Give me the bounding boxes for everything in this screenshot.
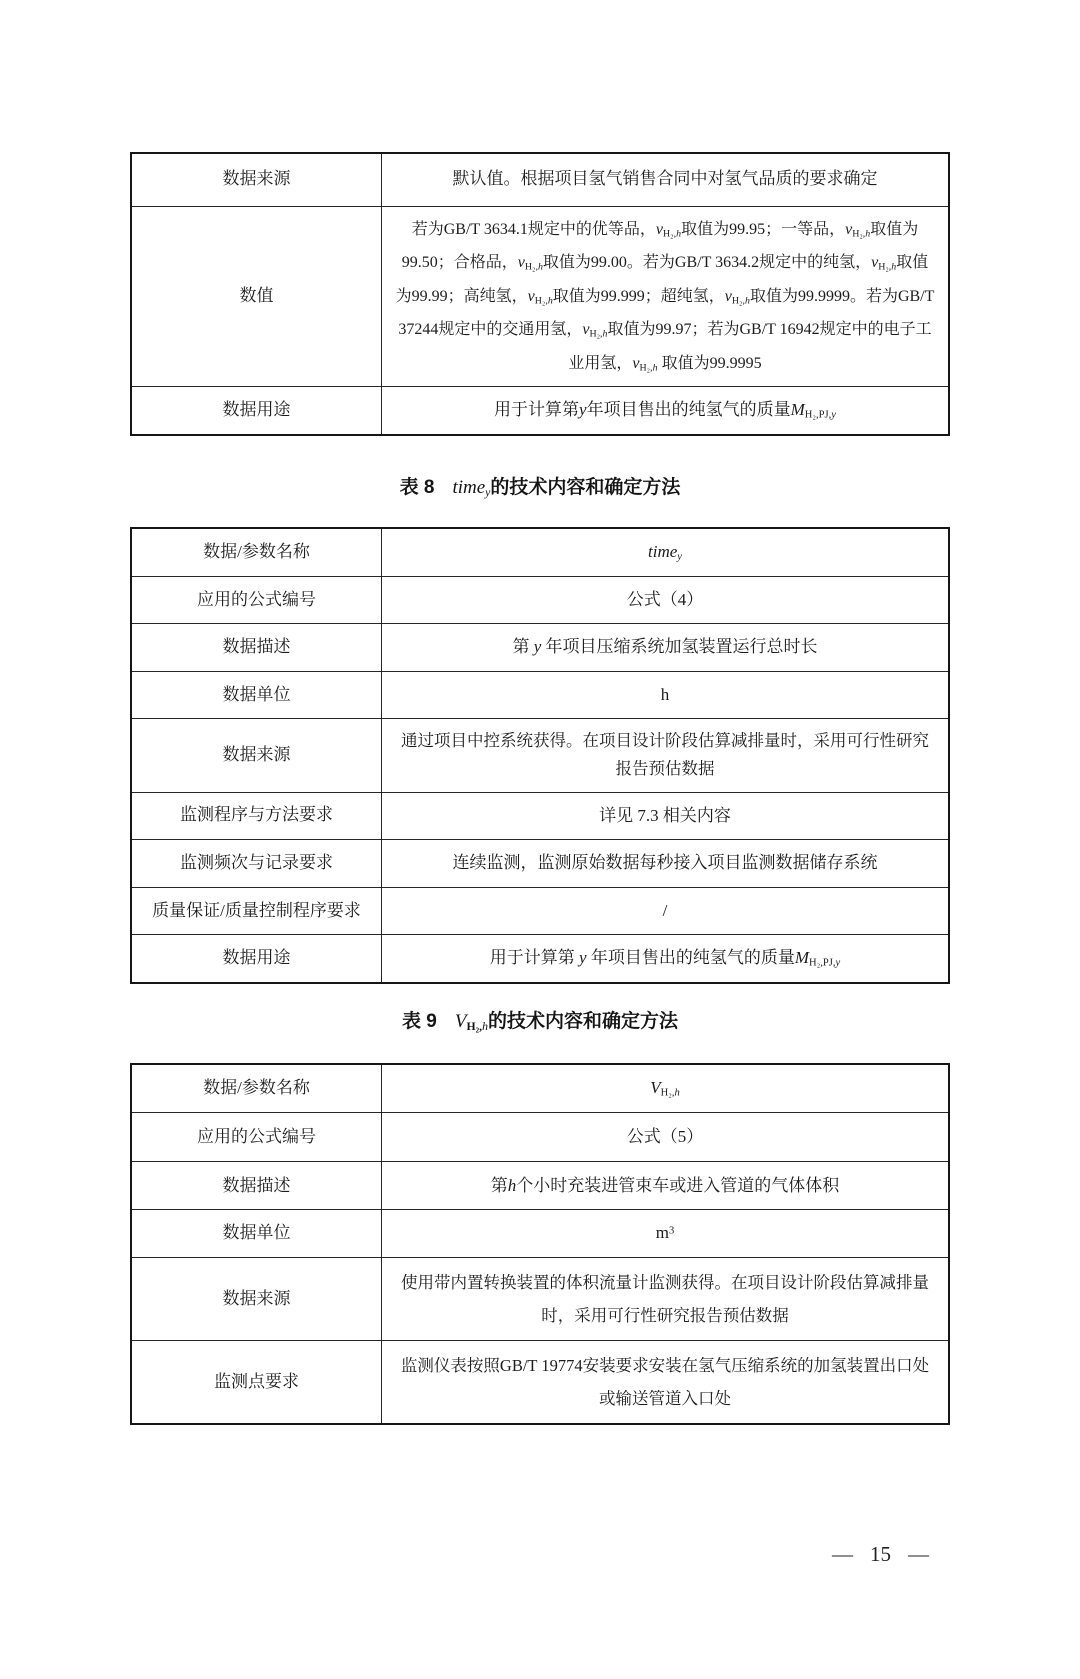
row-value: 连续监测，监测原始数据每秒接入项目监测数据储存系统: [382, 840, 950, 888]
row-value: time$_y$: [382, 528, 950, 576]
table-row: [131, 1064, 949, 1113]
table-row: [131, 671, 949, 719]
table-row: [131, 206, 949, 387]
row-value: 使用带内置转换装置的体积流量计监测获得。在项目设计阶段估算减排量时，采用可行性研究报告预估数据: [382, 1257, 950, 1340]
table-row: [131, 887, 949, 935]
footer-dash-right: —: [908, 1542, 929, 1566]
table-row: [131, 528, 949, 576]
row-label: 质量保证/质量控制程序要求: [131, 887, 382, 935]
page-number: [832, 1542, 929, 1567]
row-label: 数据来源: [131, 719, 382, 792]
row-label: 数据/参数名称: [131, 1064, 382, 1113]
table-9-v-h2h: [130, 1063, 950, 1425]
table-row: [131, 576, 949, 624]
row-label: 数据单位: [131, 671, 382, 719]
row-label: 监测点要求: [131, 1340, 382, 1424]
row-label: 应用的公式编号: [131, 1113, 382, 1162]
table-row: [131, 387, 949, 435]
row-value: 公式（5）: [382, 1113, 950, 1162]
table-row: [131, 840, 949, 888]
row-label: 监测频次与记录要求: [131, 840, 382, 888]
table-row: [131, 624, 949, 672]
footer-dash-left: —: [832, 1542, 853, 1566]
row-value: 通过项目中控系统获得。在项目设计阶段估算减排量时，采用可行性研究报告预估数据: [382, 719, 950, 792]
row-label: 数据来源: [131, 153, 382, 206]
row-value: 公式（4）: [382, 576, 950, 624]
continued-parameter-table: [130, 152, 950, 436]
row-value: 用于计算第y年项目售出的纯氢气的质量$M_{H_2,PJ,y}$: [382, 387, 950, 435]
row-value: $V_{H_2,h}$: [382, 1064, 950, 1113]
table-8-caption-number: 表 8: [399, 477, 435, 499]
row-label: 数据描述: [131, 1162, 382, 1210]
table-row: [131, 792, 949, 840]
row-value: h: [382, 671, 950, 719]
row-label: 监测程序与方法要求: [131, 792, 382, 840]
row-value: /: [382, 887, 950, 935]
row-label: 数据来源: [131, 1257, 382, 1340]
table-row: [131, 1162, 949, 1210]
row-value: 第 y 年项目压缩系统加氢装置运行总时长: [382, 624, 950, 672]
table-row: [131, 153, 949, 206]
table-row: [131, 1113, 949, 1162]
row-value: 默认值。根据项目氢气销售合同中对氢气品质的要求确定: [382, 153, 950, 206]
table-row: [131, 1257, 949, 1340]
row-label: 数据描述: [131, 624, 382, 672]
row-label: 应用的公式编号: [131, 576, 382, 624]
document-page: [0, 152, 1080, 1679]
table-row: [131, 1340, 949, 1424]
table-row: [131, 719, 949, 792]
table-row: [131, 1210, 949, 1258]
row-value: 监测仪表按照GB/T 19774安装要求安装在氢气压缩系统的加氢装置出口处或输送管道入口处: [382, 1340, 950, 1424]
table-8-time-y: [130, 527, 950, 984]
table-9-caption-number: 表 9: [402, 1010, 437, 1032]
table-row: [131, 935, 949, 983]
row-value: 第h个小时充装进管束车或进入管道的气体体积: [382, 1162, 950, 1210]
row-label: 数据单位: [131, 1210, 382, 1258]
row-value: 详见 7.3 相关内容: [382, 792, 950, 840]
table-9-caption-title: $V_{H_2,h}$的技术内容和确定方法: [454, 1010, 678, 1033]
row-label: 数据用途: [131, 935, 382, 983]
row-label: 数值: [131, 206, 382, 387]
row-value: 用于计算第 y 年项目售出的纯氢气的质量$M_{H_2,PJ,y}$: [382, 935, 950, 983]
table-8-caption: [130, 474, 950, 507]
table-8-caption-title: time$_y$的技术内容和确定方法: [452, 477, 681, 500]
footer-page-number: 15: [870, 1542, 891, 1566]
row-label: 数据用途: [131, 387, 382, 435]
table-9-caption: [130, 1008, 950, 1041]
row-value: $m^3$: [382, 1210, 950, 1258]
row-value: 若为GB/T 3634.1规定中的优等品，$v_{H_2,h}$取值为99.95；一等品，$v_{H_2,h}$取值为99.50；合格品，$v_{H_2,h}$取值为99.00。若为GB/T 3634.2规定中的纯氢，$v_{H_2,h}$取值为99.99；高纯氢，$v_{H_2,h}$取值为99.999；超纯氢，$v_{H_2,h}$取值为99.9999。若为GB/T 37244规定中的交通用氢，$v_{H_2,h}$取值为99.97；若为GB/T 16942规定中的电子工业用氢，$v_{H_2,h}$ 取值为99.9995: [382, 206, 950, 387]
row-label: 数据/参数名称: [131, 528, 382, 576]
